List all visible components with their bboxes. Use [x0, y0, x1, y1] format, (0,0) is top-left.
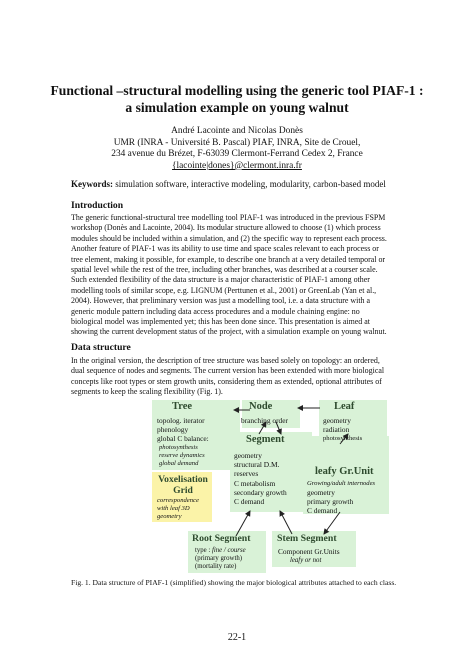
- leaf-attribute: photosynthesis: [323, 435, 363, 443]
- paragraph-line: spatial level while the rest of the tree, including other branches, was described at a courser scale.: [71, 265, 378, 275]
- voxel-attribute: with leaf 3D: [157, 505, 190, 513]
- tree-c-item: global demand: [159, 460, 199, 468]
- segment-attribute: secondary growth: [234, 487, 287, 497]
- voxel-title-line: Grid: [173, 485, 193, 496]
- root-segment-title: Root Segment: [192, 533, 251, 544]
- segment-attribute: C demand: [234, 497, 265, 507]
- section-heading-data-structure: Data structure: [71, 342, 131, 353]
- root-segment-attributes: [195, 547, 246, 571]
- author-email-link[interactable]: {lacointe|dones}@clermont.inra.fr: [172, 160, 302, 171]
- paragraph-line: generic module pattern including data access procedures and a module chaining engine: no: [71, 306, 360, 316]
- paragraph-line: concepts like root types or stem growth units, considering them as extended, optional attributes of: [71, 376, 382, 386]
- author-names: André Lacointe and Nicolas Donès: [171, 126, 303, 136]
- title-line-1: Functional –structural modelling using the generic tool PIAF-1 :: [50, 83, 424, 98]
- voxel-title-line: Voxelisation: [158, 474, 208, 485]
- tree-attribute: topolog. iterator: [157, 416, 205, 425]
- leafygu-internodes: Growing/adult internodes: [307, 480, 376, 487]
- tree-title: Tree: [172, 401, 193, 412]
- affiliation-line-2: 234 avenue du Brézet, F-63039 Clermont-Ferrand Cedex 2, France: [111, 149, 363, 160]
- segment-attribute: C metabolism: [234, 478, 276, 488]
- stem-segment-attributes: [278, 547, 340, 565]
- leaf-attribute: radiation: [323, 425, 350, 435]
- segment-attribute: geometry: [234, 451, 262, 460]
- paragraph-line: Such extended flexibility of the data structure is a major characteristic of PIAF-1 among other: [71, 275, 370, 285]
- stem-attribute: Component Gr.Units: [278, 547, 340, 556]
- title-line-2: a simulation example on young walnut: [125, 100, 349, 115]
- segment-attribute: reserves: [234, 469, 259, 479]
- leaf-attributes: [323, 416, 362, 444]
- voxel-attribute: geometry: [157, 513, 182, 521]
- paragraph-line: tree element, making it possible, for example, to describe one branch at a very detailed temporal or: [71, 254, 386, 264]
- node-attribute: branching order: [241, 416, 288, 425]
- paragraph-line: The generic functional-structural tree modelling tool PIAF-1 was introduced in the previous FSPM: [71, 213, 386, 222]
- tree-c-balance-items: [159, 444, 205, 469]
- leafygu-attribute: C demand: [307, 506, 338, 516]
- paragraph-line: biological model was implemented yet; this has been done since. This presentation is aimed at: [71, 317, 370, 327]
- root-attribute: (primary growth): [195, 555, 242, 562]
- leaf-title: Leaf: [334, 401, 355, 412]
- paragraph-line: workshop (Donès and Lacointe, 2004). Its modular structure allowed to choose (1) which process: [71, 223, 381, 233]
- node-title: Node: [249, 401, 273, 412]
- stem-attribute: leafy or not: [290, 557, 322, 565]
- paragraph-line: modules should be included within a simulation, and (2) the specific way to represent each process.: [71, 233, 387, 243]
- tree-attribute: phenology: [157, 425, 189, 435]
- paragraph-line: dual sequence of nodes and segments. The current version has been extended with more biological: [71, 366, 385, 376]
- keywords-label: Keywords:: [71, 179, 113, 189]
- figure-caption: Fig. 1. Data structure of PIAF-1 (simplified) showing the major biological attributes attached to each class.: [71, 578, 397, 587]
- root-type-label: type :: [195, 547, 212, 554]
- leafygu-attribute: geometry: [307, 488, 335, 497]
- section-heading-introduction: Introduction: [71, 200, 124, 211]
- leafygu-attribute: primary growth: [307, 497, 354, 507]
- leaf-attribute: geometry: [323, 416, 351, 425]
- tree-c-item: photosynthesis: [159, 444, 198, 451]
- keywords-text: simulation software, interactive modeling, modularity, carbon-based model: [113, 179, 386, 189]
- tree-attribute: global C balance:: [157, 434, 209, 444]
- tree-c-item: reserve dynamics: [159, 452, 205, 460]
- paragraph-line: Another feature of PIAF-1 was its ability to use time and space scales relevant to each process or: [71, 244, 379, 254]
- leafygu-attributes: [307, 488, 353, 516]
- voxel-attributes: [157, 497, 199, 522]
- tree-attributes: [157, 416, 209, 444]
- paragraph-line: 2004). However, that preliminary version was just a modelling tool, i.e. a data structure with a: [71, 296, 371, 306]
- root-attribute: (mortality rate): [195, 563, 237, 570]
- paragraph-line: showing the current development status of the project, with a simulation example on young walnut.: [71, 327, 387, 337]
- segment-title: Segment: [246, 434, 285, 445]
- page-number: 22-1: [227, 632, 247, 643]
- affiliation-line-1: UMR (INRA - Université B. Pascal) PIAF, INRA, Site de Crouel,: [113, 137, 361, 148]
- voxel-title: [156, 474, 210, 496]
- voxel-attribute: correspondence: [157, 497, 199, 504]
- segment-attributes: [234, 451, 287, 506]
- paragraph-line: modelling tools of similar scope, e.g. LIGNUM (Perttunen et al., 2001) or GreenLab (Yan et al.,: [71, 285, 377, 295]
- leafygu-title: leafy Gr.Unit: [315, 466, 374, 477]
- segment-attribute: structural D.M.: [234, 460, 280, 470]
- paragraph-line: In the original version, the description of tree structure was based solely on topology: an ordered,: [71, 356, 380, 365]
- paragraph-line: segments to keep the scaling flexibility (Fig. 1).: [71, 387, 223, 397]
- root-type-value: fine / course: [212, 547, 246, 554]
- stem-segment-title: Stem Segment: [277, 533, 337, 544]
- arrow-stem-to-segment: [280, 511, 292, 534]
